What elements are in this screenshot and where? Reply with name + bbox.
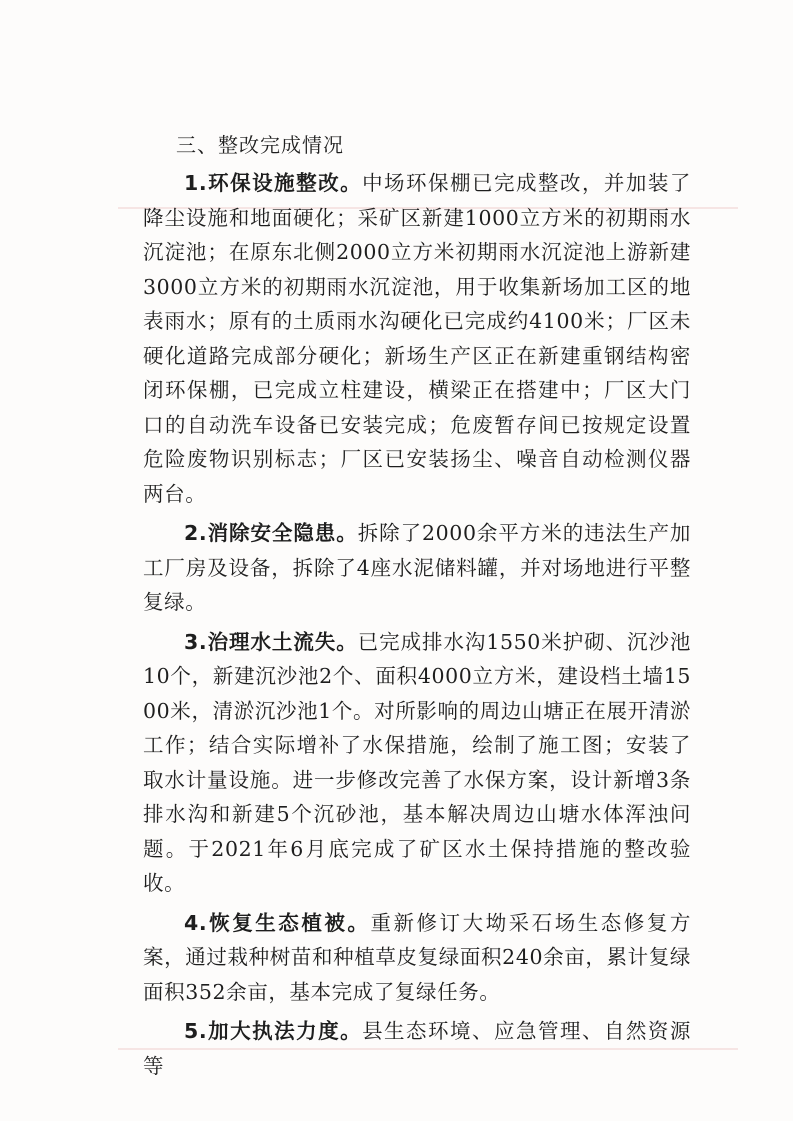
paragraph-lead: 5.加大执法力度。 (184, 1019, 363, 1043)
paragraph-body: 重新修订大坳采石场生态修复方案，通过栽种树苗和种植草皮复绿面积240余亩，累计复绿面积352余亩，基本完成了复绿任务。 (143, 910, 691, 1004)
paragraph-lead: 1.环保设施整改。 (184, 171, 363, 195)
paragraph-environmental-facilities (143, 166, 691, 511)
paragraph-lead: 4.恢复生态植被。 (184, 910, 371, 935)
section-heading: 三、整改完成情况 (176, 133, 344, 157)
paragraph-law-enforcement (143, 1014, 691, 1083)
paragraph-soil-erosion (143, 625, 691, 901)
paragraph-body: 县生态环境、应急管理、自然资源等 (143, 1019, 692, 1078)
paragraph-lead: 2.消除安全隐患。 (184, 521, 358, 545)
paragraph-lead: 3.治理水土流失。 (184, 629, 358, 654)
paragraph-safety-hazards (143, 516, 691, 620)
paragraph-body: 拆除了2000余平方米的违法生产加工厂房及设备，拆除了4座水泥储料罐，并对场地进行平整复绿。 (143, 521, 691, 614)
paragraph-vegetation-restoration (143, 906, 691, 1010)
paragraph-body: 中场环保棚已完成整改，并加装了降尘设施和地面硬化；采矿区新建1000立方米的初期雨水沉淀池；在原东北侧2000立方米初期雨水沉淀池上游新建3000立方米的初期雨水沉淀池，用于收集新场加工区的地表雨水；原有的土质雨水沟硬化已完成约4100米；厂区未硬化道路完成部分硬化；新场生产区正在新建重钢结构密闭环保棚，已完成立柱建设，横梁正在搭建中；厂区大门口的自动洗车设备已安装完成；危废暂存间已按规定设置危险废物识别标志；厂区已安装扬尘、噪音自动检测仪器两台。 (143, 171, 692, 506)
document-body (143, 128, 691, 1088)
paragraph-body: 已完成排水沟1550米护砌、沉沙池10个，新建沉沙池2个、面积4000立方米，建设档土墙1500米，清淤沉沙池1个。对所影响的周边山塘正在展开清淤工作；结合实际增补了水保措施，绘制了施工图；安装了取水计量设施。进一步修改完善了水保方案，设计新增3条排水沟和新建5个沉砂池，基本解决周边山塘水体浑浊问题。于2021年6月底完成了矿区水土保持措施的整改验收。 (143, 629, 691, 895)
